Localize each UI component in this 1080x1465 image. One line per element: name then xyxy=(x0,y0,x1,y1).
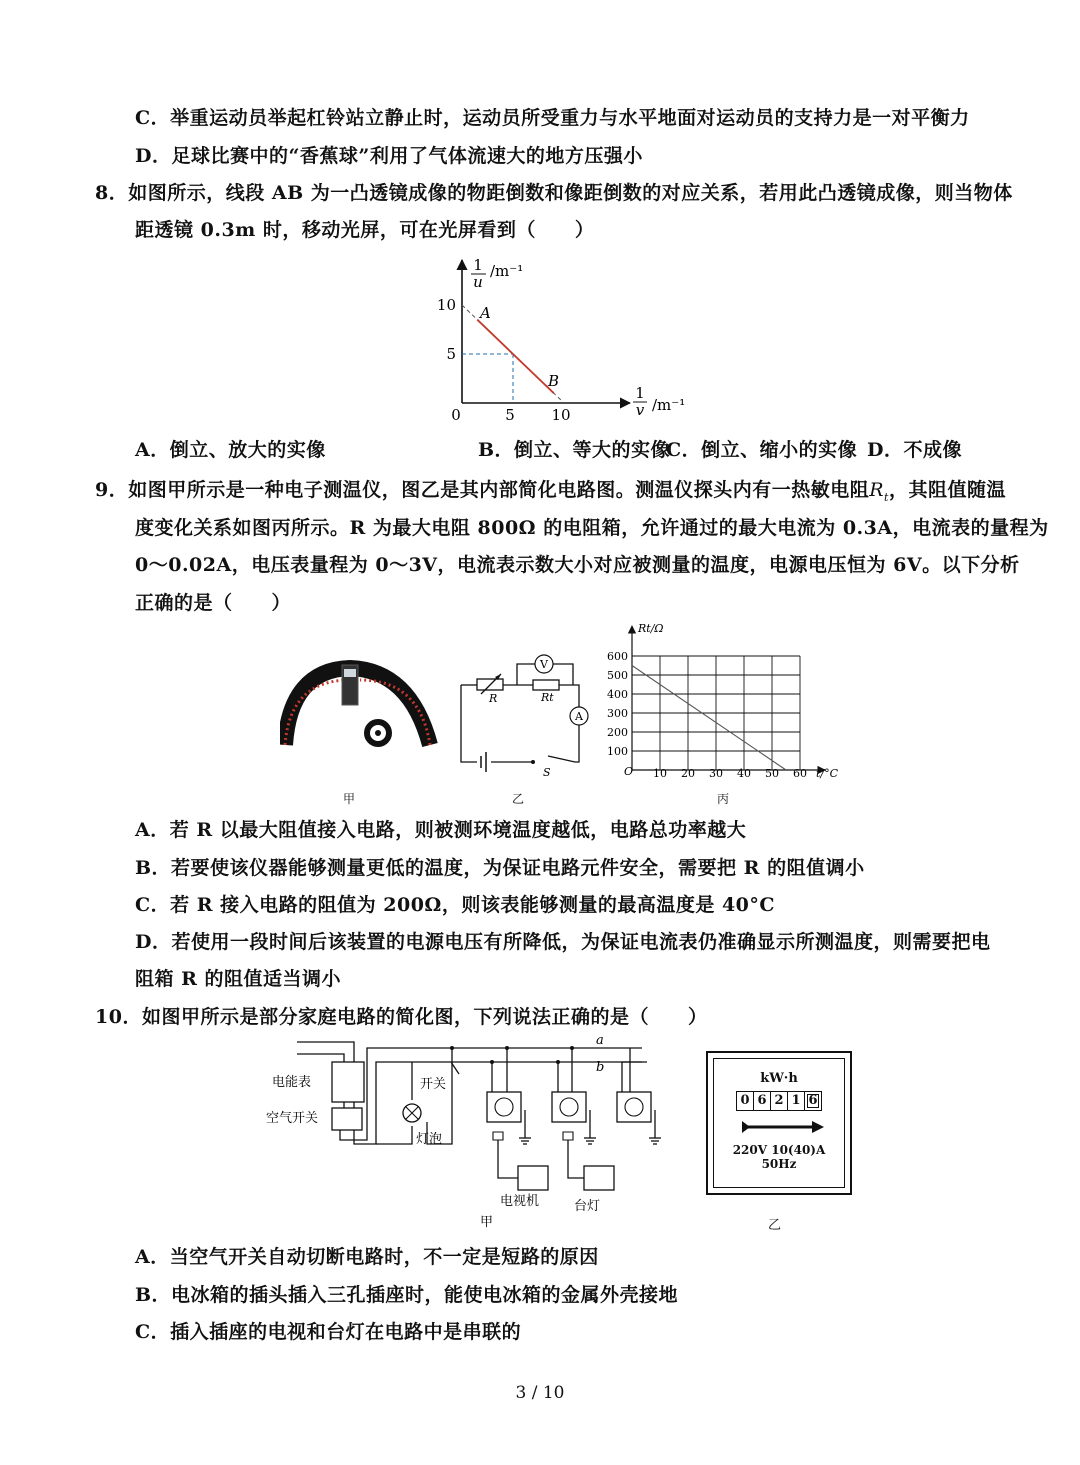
q9-y-tick: 200 xyxy=(607,726,628,739)
q9-x-tick: 30 xyxy=(709,767,723,780)
q9-r-label: R xyxy=(489,692,498,705)
q10-label-switch: 开关 xyxy=(420,1077,447,1092)
q8-stem-line1: 8．如图所示，线段 AB 为一凸透镜成像的物距倒数和像距倒数的对应关系，若用此凸透镜成像，则当物体 xyxy=(95,182,1013,204)
q9-ammeter-label: A xyxy=(575,710,583,723)
meter-digit: 6 xyxy=(754,1092,771,1110)
q10-fig-yi: 乙 xyxy=(768,1218,782,1233)
q10-meter-arrow-icon xyxy=(742,1121,824,1133)
q8-stem-line2: 距透镜 0.3m 时，移动光屏，可在光屏看到（ ） xyxy=(135,219,595,241)
q10-meter-panel xyxy=(706,1051,852,1195)
q10-wire-b: b xyxy=(596,1060,605,1075)
q9-rt-symbol: R xyxy=(869,479,885,501)
q9-x-tick: 20 xyxy=(681,767,695,780)
q9-y-tick: 500 xyxy=(607,669,628,682)
q10-label-bulb: 灯泡 xyxy=(416,1132,443,1147)
q7-option-c: C．举重运动员举起杠铃站立静止时，运动员所受重力与水平地面对运动员的支持力是一对平衡力 xyxy=(135,107,970,129)
q8-y-label-den: u xyxy=(473,273,483,291)
q9-voltmeter-label: V xyxy=(540,658,548,671)
q9-x-tick: 50 xyxy=(765,767,779,780)
q10-wire-a: a xyxy=(596,1033,604,1048)
q9-option-d-line2: 阻箱 R 的阻值适当调小 xyxy=(135,968,342,990)
q9-x-axis-label: t/°C xyxy=(816,767,839,780)
q9-switch-label: S xyxy=(543,766,551,777)
q8-x-label-den: v xyxy=(635,401,645,419)
q8-option-d: D．不成像 xyxy=(867,439,962,461)
q8-x-label-num: 1 xyxy=(635,384,645,402)
q10-option-c: C．插入插座的电视和台灯在电路中是串联的 xyxy=(135,1321,522,1343)
q9-x-tick: 10 xyxy=(653,767,667,780)
q9-option-b: B．若要使该仪器能够测量更低的温度，为保证电路元件安全，需要把 R 的阻值调小 xyxy=(135,857,865,879)
q9-fig-jia: 甲 xyxy=(343,792,356,806)
q7-option-d: D．足球比赛中的“香蕉球”利用了气体流速大的地方压强小 xyxy=(135,145,643,167)
q9-y-tick: 300 xyxy=(607,707,628,720)
meter-digit: 2 xyxy=(771,1092,788,1110)
q9-rt-label: Rt xyxy=(541,691,554,704)
q8-point-a: A xyxy=(480,304,491,322)
q8-graph xyxy=(420,248,700,428)
q8-y-tick-5: 5 xyxy=(446,345,456,363)
q8-x-unit: /m⁻¹ xyxy=(652,396,686,414)
q8-option-b: B．倒立、等大的实像 xyxy=(478,439,671,461)
meter-digit: 0 xyxy=(737,1092,754,1110)
q8-option-c: C．倒立、缩小的实像 xyxy=(666,439,858,461)
q9-fig-yi: 乙 xyxy=(512,792,525,806)
q9-stem-line4: 正确的是（ ） xyxy=(135,592,292,614)
q10-fig-jia: 甲 xyxy=(480,1215,494,1230)
q9-x-tick: 60 xyxy=(793,767,807,780)
q8-x-tick-5: 5 xyxy=(505,406,515,424)
q9-rt-line xyxy=(632,666,786,771)
q9-y-axis-label: Rt/Ω xyxy=(638,622,664,635)
q10-stem: 10．如图甲所示是部分家庭电路的简化图，下列说法正确的是（ ） xyxy=(95,1006,708,1028)
q9-option-c: C．若 R 接入电路的阻值为 200Ω，则该表能够测量的最高温度是 40°C xyxy=(135,894,776,916)
q10-option-b: B．电冰箱的插头插入三孔插座时，能使电冰箱的金属外壳接地 xyxy=(135,1284,679,1306)
q10-label-meter: 电能表 xyxy=(272,1075,312,1090)
q8-origin: 0 xyxy=(451,406,461,424)
q10-meter-digits xyxy=(736,1091,822,1111)
q8-y-tick-10: 10 xyxy=(436,296,456,314)
q9-x-tick: 40 xyxy=(737,767,751,780)
q10-household-circuit xyxy=(262,1030,682,1230)
q8-point-b: B xyxy=(548,372,560,390)
q8-option-a: A．倒立、放大的实像 xyxy=(135,439,326,461)
q9-y-tick: 400 xyxy=(607,688,628,701)
q10-option-a: A．当空气开关自动切断电路时，不一定是短路的原因 xyxy=(135,1246,599,1268)
q9-y-tick: 100 xyxy=(607,745,628,758)
q9-option-a: A．若 R 以最大阻值接入电路，则被测环境温度越低，电路总功率越大 xyxy=(135,819,747,841)
meter-digit: 1 xyxy=(788,1092,805,1110)
q10-label-air-switch: 空气开关 xyxy=(266,1111,319,1126)
q9-stem-line2: 度变化关系如图丙所示。R 为最大电阻 800Ω 的电阻箱，允许通过的最大电流为 0.3A，电流表的量程为 xyxy=(135,517,1049,539)
q8-y-label-num: 1 xyxy=(473,256,483,274)
q8-x-tick-10: 10 xyxy=(551,406,571,424)
q9-thermometer-photo xyxy=(280,660,440,765)
q9-y-tick: 600 xyxy=(607,650,628,663)
q10-meter-unit: kW·h xyxy=(760,1071,798,1086)
q10-meter-spec: 220V 10(40)A 50Hz xyxy=(732,1143,826,1171)
q9-stem-line3: 0～0.02A，电压表量程为 0～3V，电流表示数大小对应被测量的温度，电源电压恒为 6V。以下分析 xyxy=(135,554,1020,576)
q10-label-lamp: 台灯 xyxy=(574,1199,601,1214)
q9-rt-graph xyxy=(600,620,850,790)
q8-y-unit: /m⁻¹ xyxy=(490,262,524,280)
q9-origin: O xyxy=(624,765,634,778)
q9-circuit xyxy=(455,652,595,777)
q10-label-tv: 电视机 xyxy=(500,1194,540,1209)
meter-digit: 6 xyxy=(805,1092,821,1110)
q9-option-d-line1: D．若使用一段时间后该装置的电源电压有所降低，为保证电流表仍准确显示所测温度，则需要把电 xyxy=(135,931,991,953)
q8-segment-ab xyxy=(477,320,554,394)
page-number: 3 / 10 xyxy=(515,1383,565,1403)
q9-fig-bing: 丙 xyxy=(717,792,730,806)
q9-stem-line1: 9．如图甲所示是一种电子测温仪，图乙是其内部简化电路图。测温仪探头内有一热敏电阻$R_t$，其阻值随温 xyxy=(95,479,1006,504)
